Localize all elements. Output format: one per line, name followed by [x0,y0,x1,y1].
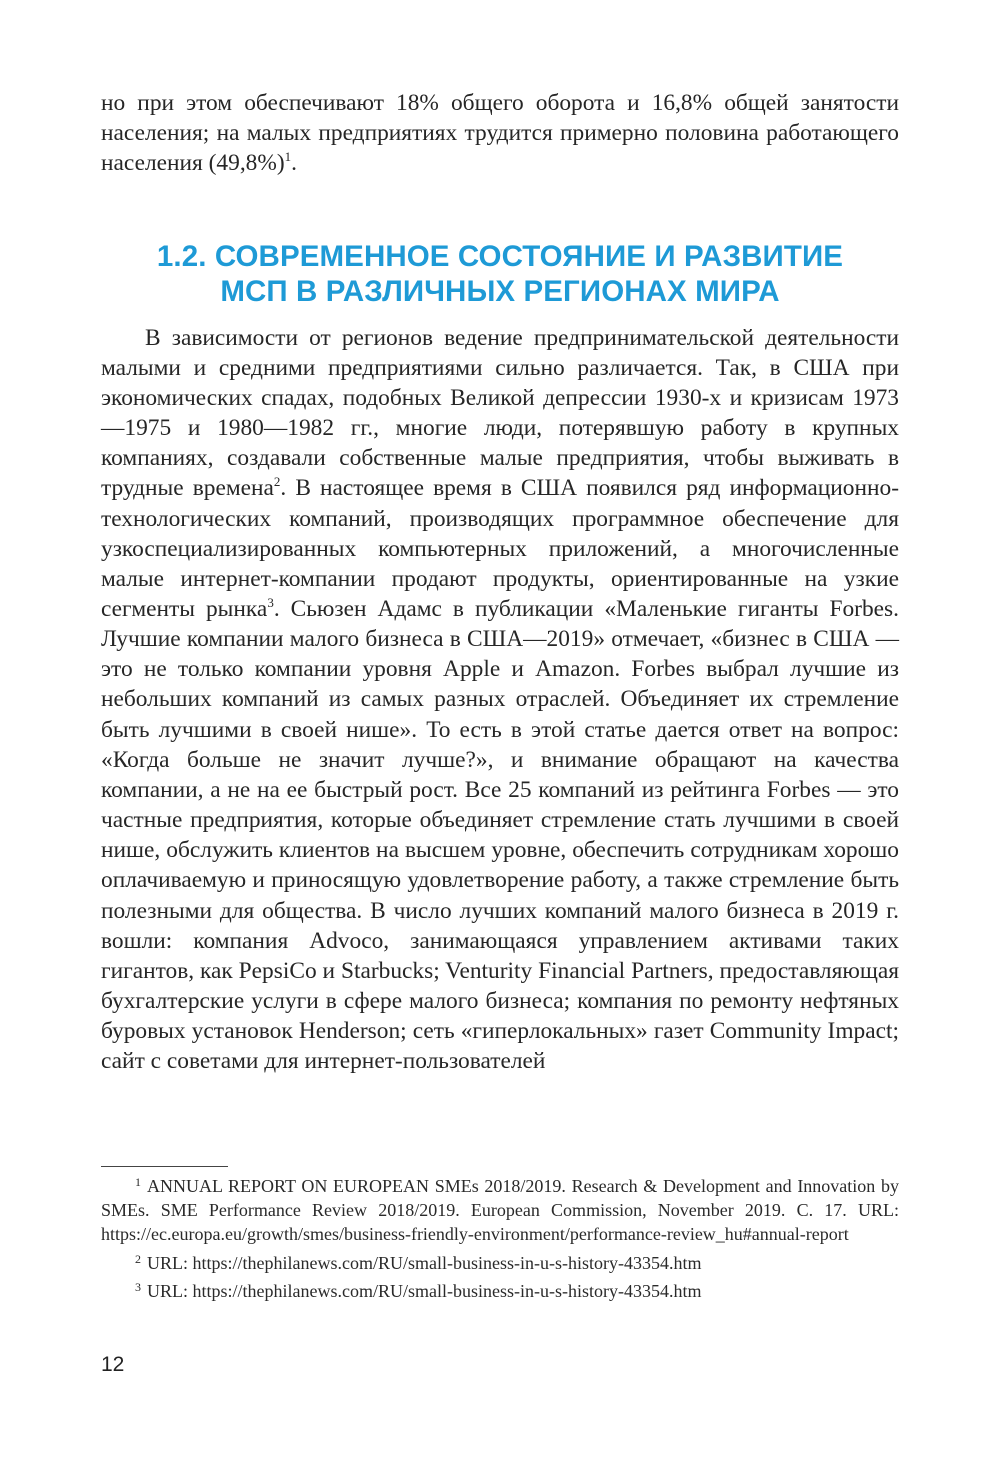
footnote-text: URL: https://thephilanews.com/RU/small-business-in-u-s-history-43354.htm [147,1252,702,1273]
footnote-item [101,1251,899,1275]
page-number: 12 [101,1353,125,1376]
footnote-ref[interactable]: 2 [273,474,281,490]
footnote-number: 3 [135,1279,141,1294]
body-text-end: . [291,150,298,177]
footnote-number: 2 [135,1251,141,1266]
footnote-ref[interactable]: 3 [267,595,274,611]
footnote-text: URL: https://thephilanews.com/RU/small-business-in-u-s-history-43354.htm [147,1280,702,1301]
page-content [101,88,899,1077]
footnote-number: 1 [135,1175,141,1189]
section-heading-line: 1.2. СОВРЕМЕННОЕ СОСТОЯНИЕ И РАЗВИТИЕ [156,239,844,273]
section-heading-line: МСП В РАЗЛИЧНЫХ РЕГИОНАХ МИРА [220,274,780,308]
body-text: . В настоящее время в США появился ряд информационно-технологических компаний, производящих программное обеспечение для узкоспециализированных компьютерных приложений, а многочисленные малые интернет-компании продают продукты, ориентированные на узкие сегменты рынка [101,475,899,623]
footnotes [101,1174,899,1307]
body-text: но при этом обеспечивают 18% общего оборота и 16,8% общей занятости населения; на малых предприятиях трудится примерно половина работающего населения (49,8%) [101,90,899,177]
footnote-text: ANNUAL REPORT ON EUROPEAN SMEs 2018/2019. Research & Development and Innovation by SMEs. SME Performance Review 2018/2019. European Commission, November 2019. C. 17. URL: https://ec.europa.eu/growth/smes/business-friendly-environment/performance-review_hu#annual-report [101,1176,899,1245]
body-text: . Сьюзен Адамс в публикации «Маленькие гиганты Forbes. Лучшие компании малого бизнеса в США—2019» отмечает, «бизнес в США — это не только компании уровня Apple и Amazon. Forbes выбрал лучшие из небольших компаний из самых разных отраслей. Объединяет их стремление быть лучшими в своей нише». То есть в этой статье дается ответ на вопрос: «Когда больше не значит лучше?», и внимание обращают на качества компании, а не на ее быстрый рост. Все 25 компаний из рейтинга Forbes — это частные предприятия, которые объединяет стремление стать лучшими в своей нише, обслужить клиентов на высшем уровне, обеспечить сотрудникам хорошо оплачиваемую и приносящую удовлетворение работу, а также стремление быть полезными для общества. В число лучших компаний малого бизнеса в 2019 г. вошли: компания Advoco, занимающаяся управлением активами таких гигантов, как PepsiCo и Starbucks; Venturity Financial Partners, предоставляющая бухгалтерские услуги в сфере малого бизнеса; компания по ремонту нефтяных буровых установок Henderson; сеть «гиперлокальных» газет Community Impact; сайт с советами для интернет-пользователей [101,596,899,1075]
footnote-ref[interactable]: 1 [284,149,292,165]
footnote-item [101,1174,899,1247]
footnote-separator [101,1166,228,1167]
footnote-item [101,1279,899,1303]
body-paragraph [101,323,899,1077]
body-paragraph-continued [101,88,899,179]
body-text: В зависимости от регионов ведение предпринимательской деятельности малыми и средними предприятиями сильно различается. Так, в США при экономических спадах, подобных Великой депрессии 1930-х и кризисам 1973—1975 и 1980—1982 гг., многие люди, потерявшую работу в крупных компаниях, создавали собственные малые предприятия, чтобы выживать в трудные времена [101,324,899,502]
section-heading [101,239,899,309]
